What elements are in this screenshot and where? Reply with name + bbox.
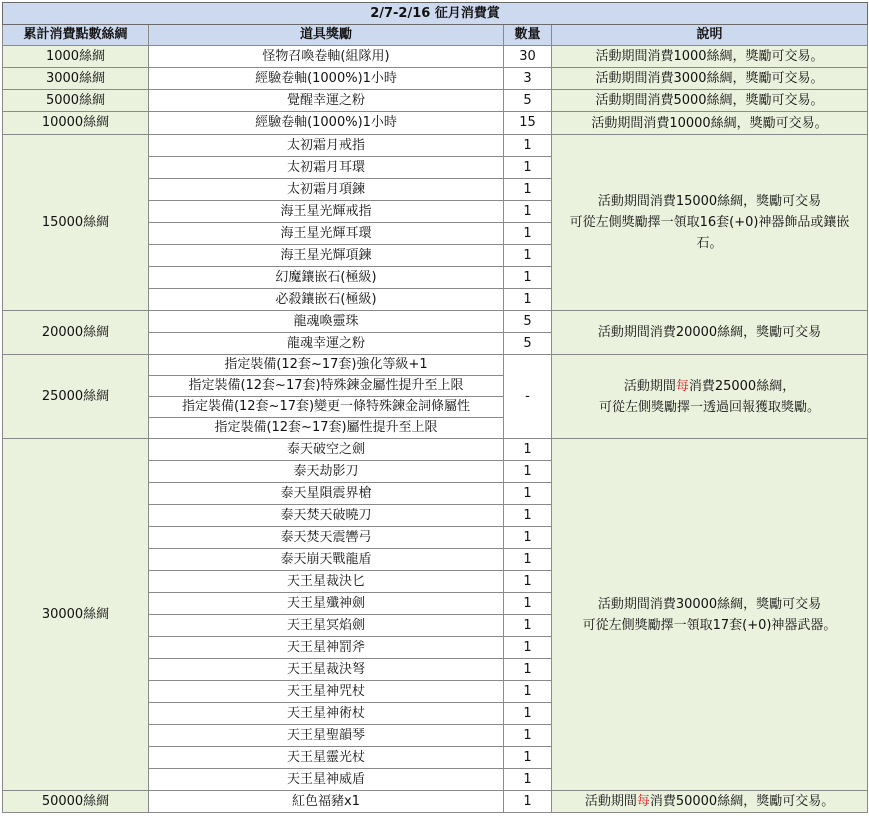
item-cell: 天王星靈光杖 [149,747,504,769]
table-row [3,46,868,68]
item-cell: 天王星殲神劍 [149,593,504,615]
item-cell: 天王星神術杖 [149,703,504,725]
desc-highlight: 每 [675,378,689,394]
item-cell: 海王星光輝耳環 [149,223,504,245]
desc-text: 消費50000絲綢，獎勵可交易。 [649,794,835,809]
tier-cell: 3000絲綢 [3,68,149,90]
qty-cell: 1 [504,245,552,267]
header-tier: 累計消費點數絲綢 [3,25,149,46]
reward-table [2,2,868,813]
table-row [3,311,868,333]
tier-cell: 30000絲綢 [3,439,149,791]
header-item: 道具獎勵 [149,25,504,46]
desc-cell [552,439,868,791]
header-qty: 數量 [504,25,552,46]
item-cell: 怪物召喚卷軸(組隊用) [149,46,504,68]
qty-cell: 1 [504,571,552,593]
qty-cell: 1 [504,439,552,461]
item-cell: 泰天崩天戰龍盾 [149,549,504,571]
qty-cell: 1 [504,483,552,505]
qty-cell: 1 [504,681,552,703]
qty-cell: 1 [504,267,552,289]
qty-cell: 1 [504,637,552,659]
qty-cell: 30 [504,46,552,68]
qty-cell: 1 [504,527,552,549]
item-cell: 經驗卷軸(1000%)1小時 [149,68,504,90]
desc-cell: 活動期間消費1000絲綢，獎勵可交易。 [552,46,868,68]
qty-cell: 1 [504,747,552,769]
item-cell: 指定裝備(12套~17套)強化等級+1 [149,355,504,376]
item-cell: 指定裝備(12套~17套)屬性提升至上限 [149,418,504,439]
desc-cell [552,791,868,813]
item-cell: 天王星神咒杖 [149,681,504,703]
tier-cell: 15000絲綢 [3,135,149,311]
item-cell: 經驗卷軸(1000%)1小時 [149,112,504,135]
desc-cell: 活動期間消費5000絲綢，獎勵可交易。 [552,90,868,112]
qty-cell: 1 [504,461,552,483]
desc-cell: 活動期間消費20000絲綢，獎勵可交易 [552,311,868,355]
item-cell: 太初霜月戒指 [149,135,504,157]
item-cell: 紅色福豬x1 [149,791,504,813]
item-cell: 覺醒幸運之粉 [149,90,504,112]
item-cell: 天王星神罰斧 [149,637,504,659]
desc-text: 活動期間 [584,794,637,809]
table-row [3,90,868,112]
item-cell: 龍魂喚靈珠 [149,311,504,333]
item-cell: 泰天星隕震界槍 [149,483,504,505]
item-cell: 龍魂幸運之粉 [149,333,504,355]
table-title: 2/7-2/16 征月消費賞 [3,3,868,25]
desc-cell [552,135,868,311]
header-desc: 說明 [552,25,868,46]
desc-text: 活動期間消費30000絲綢，獎勵可交易 可從左側獎勵擇一領取17套(+0)神器武器。 [582,596,837,633]
tier-cell: 25000絲綢 [3,355,149,439]
qty-cell: 1 [504,549,552,571]
item-cell: 泰天焚天震轡弓 [149,527,504,549]
table-row [3,135,868,157]
qty-cell: 1 [504,223,552,245]
qty-cell: 5 [504,311,552,333]
desc-text: 可從左側獎勵擇一透過回報獲取獎勵。 [599,399,821,415]
qty-cell: 1 [504,615,552,637]
item-cell: 必殺鑲嵌石(極級) [149,289,504,311]
tier-cell: 50000絲綢 [3,791,149,813]
tier-cell: 20000絲綢 [3,311,149,355]
item-cell: 天王星裁決匕 [149,571,504,593]
table-row [3,439,868,461]
qty-cell: 1 [504,157,552,179]
desc-cell: 活動期間消費3000絲綢，獎勵可交易。 [552,68,868,90]
desc-cell: 活動期間消費10000絲綢，獎勵可交易。 [552,112,868,135]
desc-text: 活動期間消費15000絲綢，獎勵可交易 可從左側獎勵擇一領取16套(+0)神器飾品或鑲嵌石。 [569,194,850,251]
item-cell: 天王星冥焰劍 [149,615,504,637]
qty-cell: 1 [504,593,552,615]
item-cell: 海王星光輝項鍊 [149,245,504,267]
qty-cell: - [504,355,552,439]
table-row [3,68,868,90]
desc-text: 消費25000絲綢， [688,378,796,394]
item-cell: 泰天破空之劍 [149,439,504,461]
item-cell: 太初霜月項鍊 [149,179,504,201]
item-cell: 指定裝備(12套~17套)變更一條特殊鍊金詞條屬性 [149,397,504,418]
qty-cell: 1 [504,179,552,201]
qty-cell: 3 [504,68,552,90]
tier-cell: 5000絲綢 [3,90,149,112]
item-cell: 幻魔鑲嵌石(極級) [149,267,504,289]
tier-cell: 10000絲綢 [3,112,149,135]
item-cell: 天王星聖韻琴 [149,725,504,747]
item-cell: 天王星神威盾 [149,769,504,791]
qty-cell: 1 [504,791,552,813]
qty-cell: 1 [504,769,552,791]
tier-cell: 1000絲綢 [3,46,149,68]
item-cell: 泰天劫影刀 [149,461,504,483]
table-row [3,112,868,135]
table-row [3,355,868,376]
qty-cell: 1 [504,135,552,157]
item-cell: 指定裝備(12套~17套)特殊鍊金屬性提升至上限 [149,376,504,397]
item-cell: 太初霜月耳環 [149,157,504,179]
qty-cell: 5 [504,90,552,112]
item-cell: 海王星光輝戒指 [149,201,504,223]
item-cell: 天王星裁決弩 [149,659,504,681]
desc-cell [552,355,868,439]
item-cell: 泰天焚天破曉刀 [149,505,504,527]
table-row [3,791,868,813]
qty-cell: 1 [504,659,552,681]
desc-text: 活動期間 [623,378,676,394]
qty-cell: 5 [504,333,552,355]
qty-cell: 1 [504,725,552,747]
desc-highlight: 每 [636,794,650,809]
qty-cell: 1 [504,703,552,725]
qty-cell: 15 [504,112,552,135]
qty-cell: 1 [504,505,552,527]
qty-cell: 1 [504,201,552,223]
qty-cell: 1 [504,289,552,311]
